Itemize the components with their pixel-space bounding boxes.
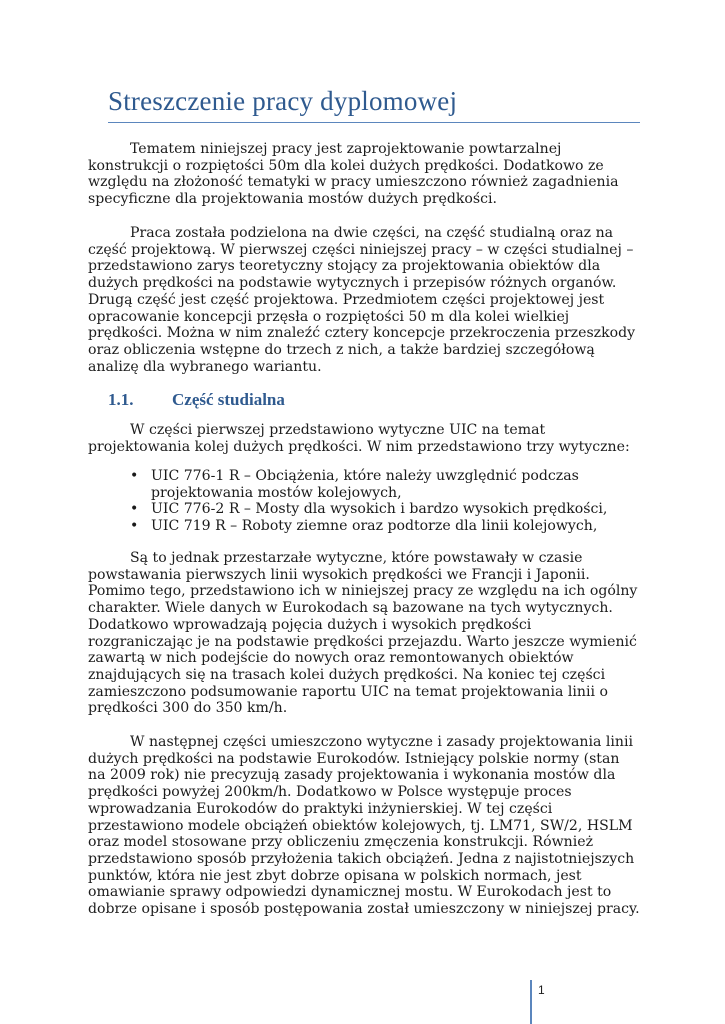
page-number-bar bbox=[530, 980, 532, 1024]
list-item bbox=[88, 518, 640, 535]
section-title: Część studialna bbox=[172, 390, 285, 409]
paragraph-intro: Tematem niniejszej pracy jest zaprojektowanie powtarzalnej konstrukcji o rozpiętości 50m dla kolei dużych prędkości. Dodatkowo ze względu na złożoność tematyki w pracy umieszczono również zagadnienia specyficzne dla projektowania mostów dużych prędkości. bbox=[88, 141, 619, 208]
uic-guidelines-list bbox=[88, 468, 640, 535]
list-item bbox=[88, 468, 640, 501]
title-underline bbox=[108, 122, 640, 123]
page-number: 1 bbox=[538, 983, 545, 997]
paragraph-uic-intro: W części pierwszej przedstawiono wytyczne UIC na temat projektowania kolej dużych prędkości. W nim przedstawiono trzy wytyczne: bbox=[88, 422, 630, 455]
bullet-icon: • bbox=[130, 518, 139, 535]
paragraph-uic-summary: Są to jednak przestarzałe wytyczne, które powstawały w czasie powstawania pierwszych linii wysokich prędkości we Francji i Japonii. Pomimo tego, przedstawiono ich w niniejszej pracy ze względu na ich ogólny charakter. Wiele danych w Eurokodach są bazowane na tych wytycznych. Dodatkowo wprowadzają pojęcia dużych i wysokich prędkości rozgraniczając je na podstawie prędkości przejazdu. Warto jeszcze wymienić zawartą w nich podejście do nowych oraz remontowanych obiektów znajdujących się na trasach kolei dużych prędkości. Na koniec tej części zamieszczono podsumowanie raportu UIC na temat projektowania linii o prędkości 300 do 350 km/h. bbox=[88, 550, 638, 717]
paragraph-eurocodes: W następnej części umieszczono wytyczne i zasady projektowania linii dużych prędkości na podstawie Eurokodów. Istniejący polskie normy (stan na 2009 rok) nie precyzują zasady projektowania i wykonania mostów dla prędkości powyżej 200km/h. Dodatkowo w Polsce występuje proces wprowadzania Eurokodów do praktyki inżynierskiej. W tej części przestawiono modele obciążeń obiektów kolejowych, tj. LM71, SW/2, HSLM oraz model stosowane przy obliczeniu zmęczenia konstrukcji. Również przedstawiono sposób przyłożenia takich obciążeń. Jedna z najistotniejszych punktów, która nie jest zbyt dobrze opisana w polskich normach, jest omawianie sprawy odpowiedzi dynamicznej mostu. W Eurokodach jest to dobrze opisane i sposób postępowania został umieszczony w niniejszej pracy. bbox=[88, 734, 640, 918]
list-item bbox=[88, 501, 640, 518]
section-number: 1.1. bbox=[108, 390, 134, 409]
list-item-text: UIC 776-2 R – Mosty dla wysokich i bardzo wysokich prędkości, bbox=[151, 501, 608, 518]
list-item-text: UIC 719 R – Roboty ziemne oraz podtorze dla linii kolejowych, bbox=[151, 518, 598, 535]
list-item-text: UIC 776-1 R – Obciążenia, które należy uwzględnić podczas projektowania mostów kolejowych, bbox=[151, 468, 579, 501]
bullet-icon: • bbox=[130, 501, 139, 518]
bullet-icon: • bbox=[130, 468, 139, 484]
section-heading bbox=[108, 390, 285, 410]
page-title: Streszczenie pracy dyplomowej bbox=[108, 86, 458, 116]
paragraph-structure: Praca została podzielona na dwie części, na część studialną oraz na część projektową. W pierwszej części niniejszej pracy – w części studialnej – przedstawiono zarys teoretyczny stojący za projektowania obiektów dla dużych prędkości na podstawie wytycznych i przepisów różnych organów. Drugą część jest część projektowa. Przedmiotem części projektowej jest opracowanie koncepcji przęsła o rozpiętości 50 m dla kolei wielkiej prędkości. Można w nim znaleźć cztery koncepcje przekroczenia przeszkody oraz obliczenia wstępne do trzech z nich, a także bardziej szczegółową analizę dla wybranego wariantu. bbox=[88, 225, 636, 375]
